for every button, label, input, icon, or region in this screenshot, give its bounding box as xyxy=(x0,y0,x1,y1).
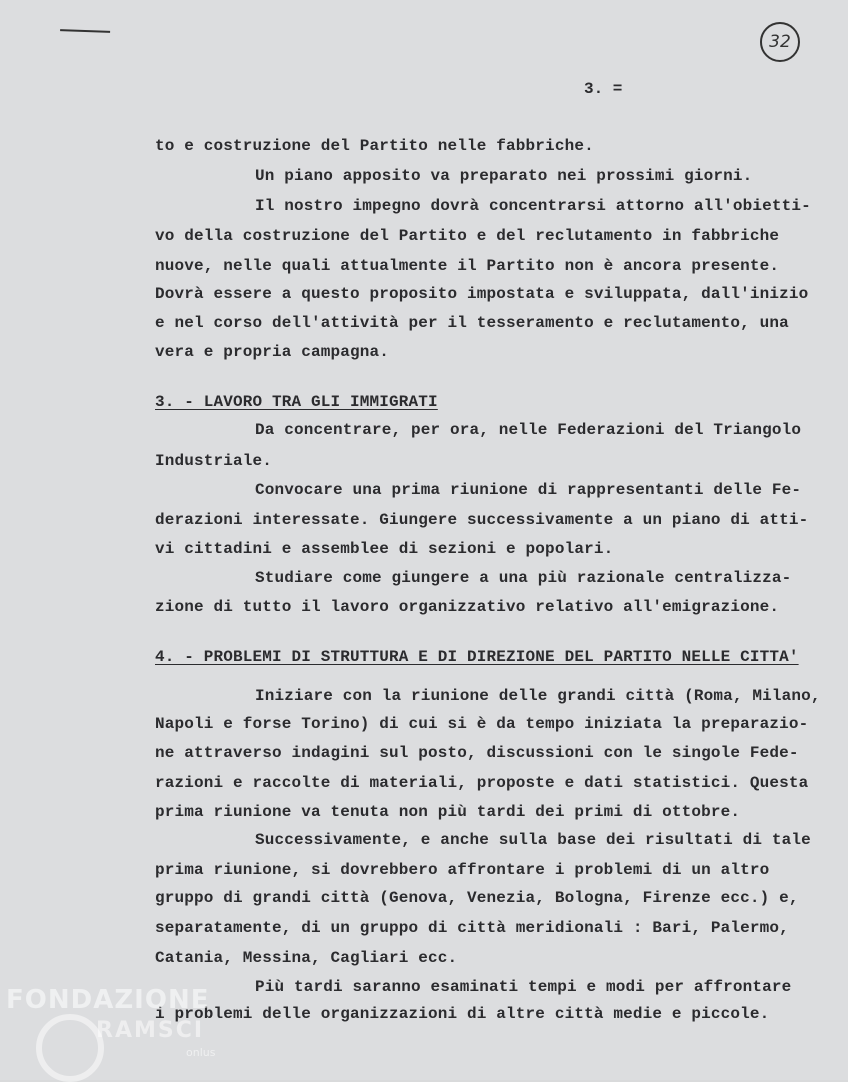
text-line: Catania, Messina, Cagliari ecc. xyxy=(155,949,458,967)
text-line: prima riunione, si dovrebbero affrontare i problemi di un altro xyxy=(155,861,770,879)
text-line: Da concentrare, per ora, nelle Federazioni del Triangolo xyxy=(255,421,802,439)
text-line: nuove, nelle quali attualmente il Partito non è ancora presente. xyxy=(155,257,780,275)
text-line: razioni e raccolte di materiali, proposte e dati statistici. Questa xyxy=(155,774,809,792)
text-line: Napoli e forse Torino) di cui si è da tempo iniziata la preparazio- xyxy=(155,715,809,733)
page-number: 3. = xyxy=(584,80,623,98)
text-line: Studiare come giungere a una più razionale centralizza- xyxy=(255,569,792,587)
text-line: derazioni interessate. Giungere successivamente a un piano di atti- xyxy=(155,511,809,529)
watermark-logo-icon xyxy=(36,1014,104,1082)
section-heading: 3. - LAVORO TRA GLI IMMIGRATI xyxy=(155,393,438,411)
text-line: vo della costruzione del Partito e del reclutamento in fabbriche xyxy=(155,227,780,245)
text-line: to e costruzione del Partito nelle fabbriche. xyxy=(155,137,594,155)
circled-page-number: 32 xyxy=(760,22,800,62)
watermark-title: FONDAZIONE xyxy=(6,985,210,1015)
section-heading: 4. - PROBLEMI DI STRUTTURA E DI DIREZIONE DEL PARTITO NELLE CITTA' xyxy=(155,648,799,666)
watermark-small: onlus xyxy=(186,1046,216,1059)
watermark-subtitle: RAMSCI xyxy=(96,1018,205,1043)
text-line: gruppo di grandi città (Genova, Venezia, Bologna, Firenze ecc.) e, xyxy=(155,889,799,907)
text-line: e nel corso dell'attività per il tesseramento e reclutamento, una xyxy=(155,314,789,332)
text-line: zione di tutto il lavoro organizzativo relativo all'emigrazione. xyxy=(155,598,780,616)
text-line: prima riunione va tenuta non più tardi dei primi di ottobre. xyxy=(155,803,741,821)
text-line: i problemi delle organizzazioni di altre città medie e piccole. xyxy=(155,1005,770,1023)
text-line: vera e propria campagna. xyxy=(155,343,390,361)
text-line: Dovrà essere a questo proposito impostata e sviluppata, dall'inizio xyxy=(155,285,809,303)
text-line: vi cittadini e assemblee di sezioni e popolari. xyxy=(155,540,614,558)
text-line: separatamente, di un gruppo di città meridionali : Bari, Palermo, xyxy=(155,919,789,937)
text-line: Un piano apposito va preparato nei prossimi giorni. xyxy=(255,167,753,185)
text-line: Successivamente, e anche sulla base dei risultati di tale xyxy=(255,831,811,849)
text-line: Più tardi saranno esaminati tempi e modi per affrontare xyxy=(255,978,792,996)
text-line: Industriale. xyxy=(155,452,273,470)
text-line: Iniziare con la riunione delle grandi città (Roma, Milano, xyxy=(255,687,821,705)
text-line: ne attraverso indagini sul posto, discussioni con le singole Fede- xyxy=(155,744,799,762)
pen-mark xyxy=(60,29,110,39)
text-line: Il nostro impegno dovrà concentrarsi attorno all'obietti- xyxy=(255,197,811,215)
text-line: Convocare una prima riunione di rappresentanti delle Fe- xyxy=(255,481,802,499)
